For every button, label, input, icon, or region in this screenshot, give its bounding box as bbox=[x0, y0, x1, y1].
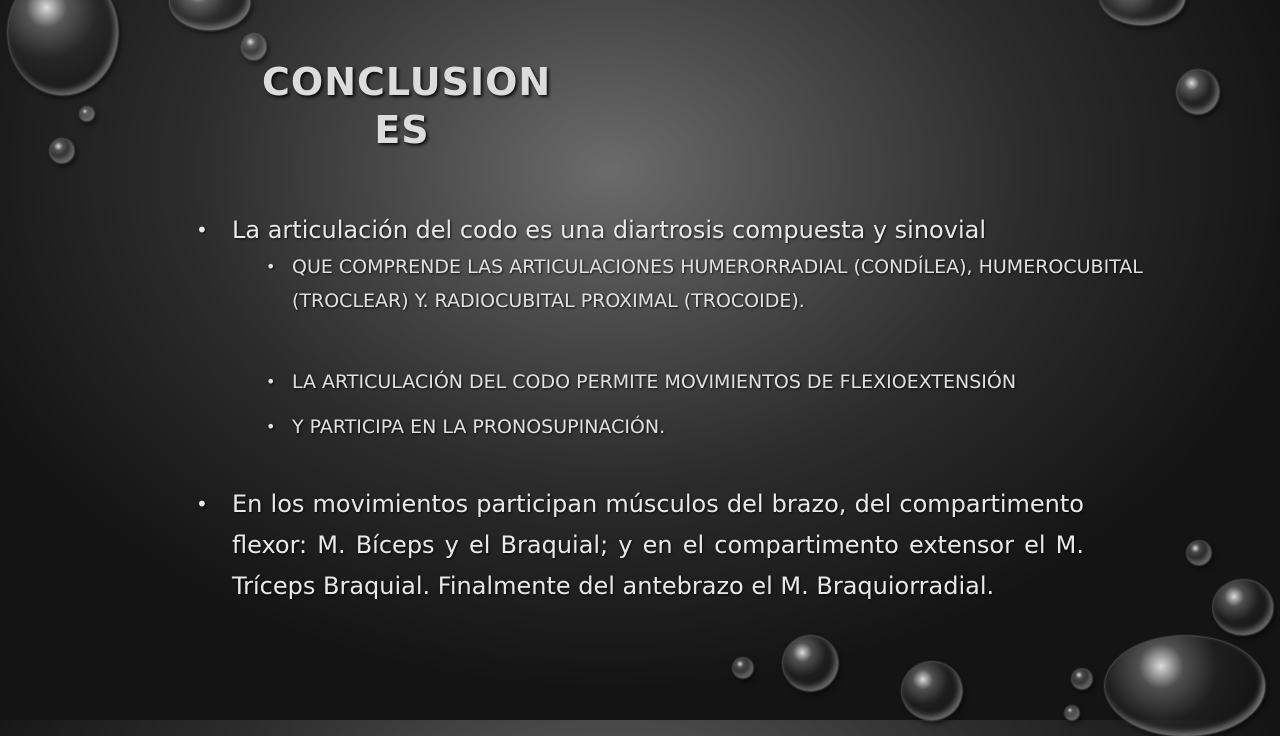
sub-bullet-1-line-2: (TROCLEAR) Y. RADIOCUBITAL PROXIMAL (TROCOIDE). bbox=[292, 290, 805, 312]
water-drop-decoration bbox=[242, 34, 266, 60]
water-drop-decoration bbox=[170, 0, 250, 30]
sub-bullet-1 bbox=[266, 250, 1280, 318]
bullet-2 bbox=[196, 484, 1084, 607]
title-line-1: CONCLUSION bbox=[262, 60, 552, 104]
water-drop-decoration bbox=[1065, 706, 1079, 720]
bullet-marker: • bbox=[266, 417, 276, 436]
bullet-1-text: La articulación del codo es una diartrosis compuesta y sinovial bbox=[232, 216, 986, 244]
sub-bullet-2-text: LA ARTICULACIÓN DEL CODO PERMITE MOVIMIENTOS DE FLEXIOEXTENSIÓN bbox=[292, 371, 1017, 393]
bullet-marker: • bbox=[196, 218, 208, 242]
water-drop-decoration bbox=[8, 0, 118, 95]
bullet-marker: • bbox=[266, 257, 276, 276]
water-drop-decoration bbox=[1100, 0, 1185, 25]
sub-bullet-3-text: Y PARTICIPA EN LA PRONOSUPINACIÓN. bbox=[292, 416, 666, 438]
water-drop-decoration bbox=[1213, 580, 1273, 635]
water-drop-decoration bbox=[50, 139, 74, 163]
slide-title bbox=[262, 58, 552, 154]
bullet-marker: • bbox=[196, 492, 208, 516]
water-drop-decoration bbox=[783, 636, 838, 691]
title-line-2: ES bbox=[374, 108, 430, 152]
water-drop-decoration bbox=[80, 107, 94, 121]
water-drop-decoration bbox=[902, 662, 962, 720]
water-drop-decoration bbox=[733, 658, 753, 678]
bullet-1 bbox=[196, 214, 986, 246]
water-drop-decoration bbox=[1072, 669, 1092, 689]
sub-bullet-2 bbox=[266, 365, 1017, 399]
water-drop-decoration bbox=[1105, 636, 1265, 736]
bullet-marker: • bbox=[266, 372, 276, 391]
sub-bullet-3 bbox=[266, 410, 666, 444]
water-drop-decoration bbox=[1177, 70, 1219, 114]
sub-bullet-1-line-1: QUE COMPRENDE LAS ARTICULACIONES HUMERORRADIAL (CONDÍLEA), HUMEROCUBITAL bbox=[292, 256, 1143, 278]
water-drop-decoration bbox=[1187, 541, 1211, 565]
bullet-2-text: En los movimientos participan músculos del brazo, del compartimento flexor: M. Bíceps y el Braquial; y en el compartimento extensor el M. Tríceps Braquial. Finalmente del antebrazo el M. Braquiorradial. bbox=[232, 490, 1084, 600]
